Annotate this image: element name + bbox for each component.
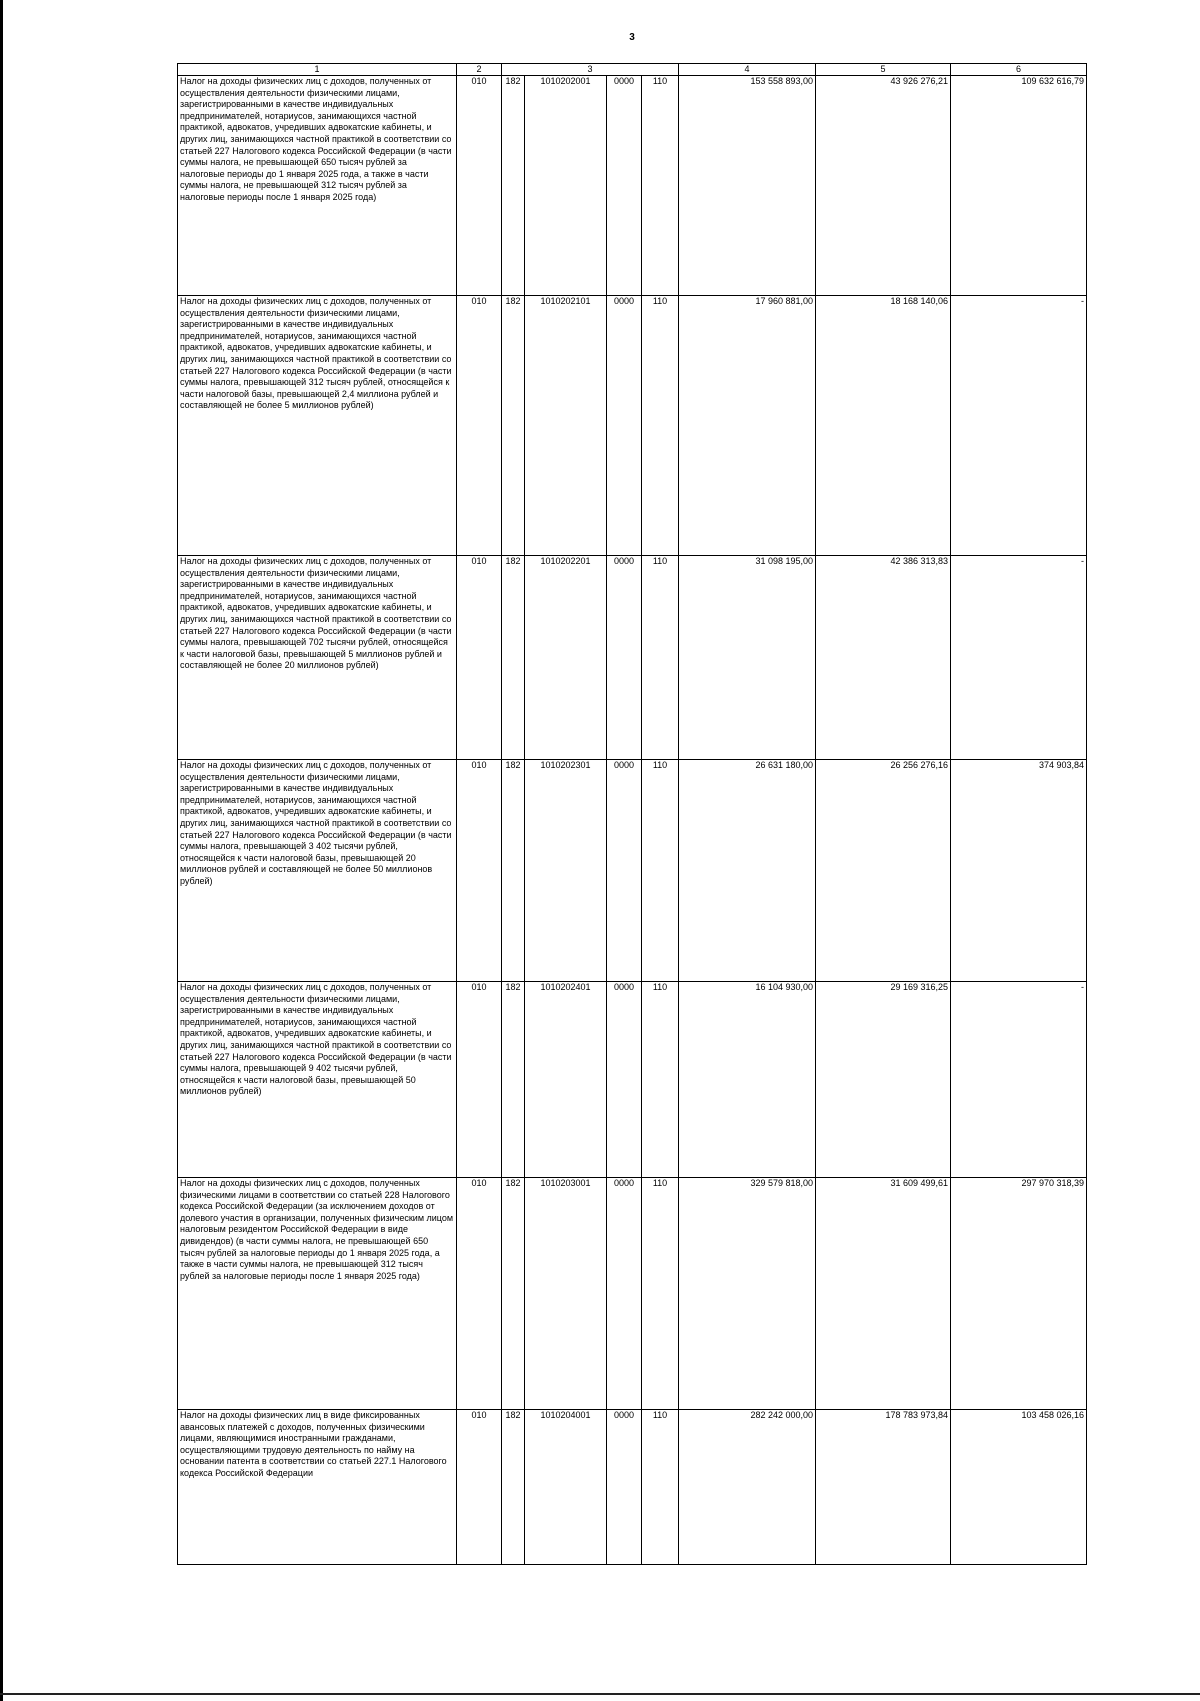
table-row	[178, 296, 1087, 556]
approved-amount: 16 104 930,00	[679, 982, 816, 1178]
table-row	[178, 760, 1087, 982]
scan-border-left	[0, 0, 3, 1701]
sub-code: 0000	[607, 1178, 642, 1410]
class-code: 110	[642, 556, 679, 760]
income-name: Налог на доходы физических лиц с доходов, полученных от осуществления деятельности физическими лицами, зарегистрированными в качестве индивидуальных предпринимателей, нотариусов, занимающихся частной практикой, адвокатов, учредивших адвокатские кабинеты, и других лиц, занимающихся частной практикой в соответствии со статьей 227 Налогового кодекса Российской Федерации (в части суммы налога, превышающей 9 402 тысячи рублей, относящейся к части налоговой базы, превышающей 50 миллионов рублей)	[178, 982, 457, 1178]
class-code: 110	[642, 760, 679, 982]
page-number: 3	[629, 32, 635, 43]
income-name: Налог на доходы физических лиц с доходов, полученных от осуществления деятельности физическими лицами, зарегистрированными в качестве индивидуальных предпринимателей, нотариусов, занимающихся частной практикой, адвокатов, учредивших адвокатские кабинеты, и других лиц, занимающихся частной практикой в соответствии со статьей 227 Налогового кодекса Российской Федерации (в части суммы налога, превышающей 3 402 тысячи рублей, относящейся к части налоговой базы, превышающей 20 миллионов рублей и составляющей не более 50 миллионов рублей)	[178, 760, 457, 982]
table-row	[178, 1178, 1087, 1410]
line-code: 010	[457, 296, 502, 556]
class-code: 110	[642, 982, 679, 1178]
admin-code: 182	[502, 760, 525, 982]
table-row	[178, 982, 1087, 1178]
table-row	[178, 76, 1087, 296]
table-row	[178, 1410, 1087, 1565]
column-number: 3	[502, 64, 679, 76]
scan-border-bottom	[0, 1693, 1200, 1695]
income-name: Налог на доходы физических лиц с доходов, полученных от осуществления деятельности физическими лицами, зарегистрированными в качестве индивидуальных предпринимателей, нотариусов, занимающихся частной практикой, адвокатов, учредивших адвокатские кабинеты, и других лиц, занимающихся частной практикой в соответствии со статьей 227 Налогового кодекса Российской Федерации (в части суммы налога, не превышающей 650 тысяч рублей за налоговые периоды до 1 января 2025 года, а также в части суммы налога, не превышающей 312 тысяч рублей за налоговые периоды после 1 января 2025 года)	[178, 76, 457, 296]
unexecuted-amount: 297 970 318,39	[951, 1178, 1087, 1410]
approved-amount: 282 242 000,00	[679, 1410, 816, 1565]
approved-amount: 26 631 180,00	[679, 760, 816, 982]
unexecuted-amount: 109 632 616,79	[951, 76, 1087, 296]
column-number: 4	[679, 64, 816, 76]
executed-amount: 29 169 316,25	[816, 982, 951, 1178]
income-name: Налог на доходы физических лиц с доходов, полученных от осуществления деятельности физическими лицами, зарегистрированными в качестве индивидуальных предпринимателей, нотариусов, занимающихся частной практикой, адвокатов, учредивших адвокатские кабинеты, и других лиц, занимающихся частной практикой в соответствии со статьей 227 Налогового кодекса Российской Федерации (в части суммы налога, превышающей 312 тысяч рублей, относящейся к части налоговой базы, превышающей 2,4 миллиона рублей и составляющей не более 5 миллионов рублей)	[178, 296, 457, 556]
column-number: 1	[178, 64, 457, 76]
income-code: 1010202201	[525, 556, 607, 760]
approved-amount: 17 960 881,00	[679, 296, 816, 556]
line-code: 010	[457, 1410, 502, 1565]
table-row	[178, 556, 1087, 760]
executed-amount: 43 926 276,21	[816, 76, 951, 296]
class-code: 110	[642, 296, 679, 556]
income-name: Налог на доходы физических лиц с доходов, полученных физическими лицами в соответствии со статьей 228 Налогового кодекса Российской Федерации (за исключением доходов от долевого участия в организации, полученных физическим лицом налоговым резидентом Российской Федерации в виде дивидендов) (в части суммы налога, не превышающей 650 тысяч рублей за налоговые периоды до 1 января 2025 года, а также в части суммы налога, не превышающей 312 тысяч рублей за налоговые периоды после 1 января 2025 года)	[178, 1178, 457, 1410]
executed-amount: 42 386 313,83	[816, 556, 951, 760]
executed-amount: 178 783 973,84	[816, 1410, 951, 1565]
admin-code: 182	[502, 1410, 525, 1565]
admin-code: 182	[502, 76, 525, 296]
unexecuted-amount: -	[951, 556, 1087, 760]
line-code: 010	[457, 982, 502, 1178]
income-name: Налог на доходы физических лиц в виде фиксированных авансовых платежей с доходов, полученных физическими лицами, являющимися иностранными гражданами, осуществляющими трудовую деятельность по найму на основании патента в соответствии со статьей 227.1 Налогового кодекса Российской Федерации	[178, 1410, 457, 1565]
admin-code: 182	[502, 296, 525, 556]
class-code: 110	[642, 76, 679, 296]
executed-amount: 26 256 276,16	[816, 760, 951, 982]
unexecuted-amount: 103 458 026,16	[951, 1410, 1087, 1565]
class-code: 110	[642, 1178, 679, 1410]
line-code: 010	[457, 1178, 502, 1410]
sub-code: 0000	[607, 556, 642, 760]
executed-amount: 31 609 499,61	[816, 1178, 951, 1410]
approved-amount: 329 579 818,00	[679, 1178, 816, 1410]
approved-amount: 31 098 195,00	[679, 556, 816, 760]
line-code: 010	[457, 76, 502, 296]
line-code: 010	[457, 556, 502, 760]
sub-code: 0000	[607, 296, 642, 556]
executed-amount: 18 168 140,06	[816, 296, 951, 556]
admin-code: 182	[502, 556, 525, 760]
income-name: Налог на доходы физических лиц с доходов, полученных от осуществления деятельности физическими лицами, зарегистрированными в качестве индивидуальных предпринимателей, нотариусов, занимающихся частной практикой, адвокатов, учредивших адвокатские кабинеты, и других лиц, занимающихся частной практикой в соответствии со статьей 227 Налогового кодекса Российской Федерации (в части суммы налога, превышающей 702 тысячи рублей, относящейся к части налоговой базы, превышающей 5 миллионов рублей и составляющей не более 20 миллионов рублей)	[178, 556, 457, 760]
column-number: 6	[951, 64, 1087, 76]
approved-amount: 153 558 893,00	[679, 76, 816, 296]
column-number: 5	[816, 64, 951, 76]
income-code: 1010204001	[525, 1410, 607, 1565]
class-code: 110	[642, 1410, 679, 1565]
unexecuted-amount: 374 903,84	[951, 760, 1087, 982]
revenue-table	[177, 63, 1087, 1565]
sub-code: 0000	[607, 76, 642, 296]
income-code: 1010202301	[525, 760, 607, 982]
income-code: 1010202101	[525, 296, 607, 556]
unexecuted-amount: -	[951, 982, 1087, 1178]
unexecuted-amount: -	[951, 296, 1087, 556]
sub-code: 0000	[607, 1410, 642, 1565]
admin-code: 182	[502, 982, 525, 1178]
income-code: 1010202401	[525, 982, 607, 1178]
admin-code: 182	[502, 1178, 525, 1410]
column-number: 2	[457, 64, 502, 76]
column-number-row	[178, 64, 1087, 76]
line-code: 010	[457, 760, 502, 982]
income-code: 1010202001	[525, 76, 607, 296]
sub-code: 0000	[607, 982, 642, 1178]
income-code: 1010203001	[525, 1178, 607, 1410]
sub-code: 0000	[607, 760, 642, 982]
